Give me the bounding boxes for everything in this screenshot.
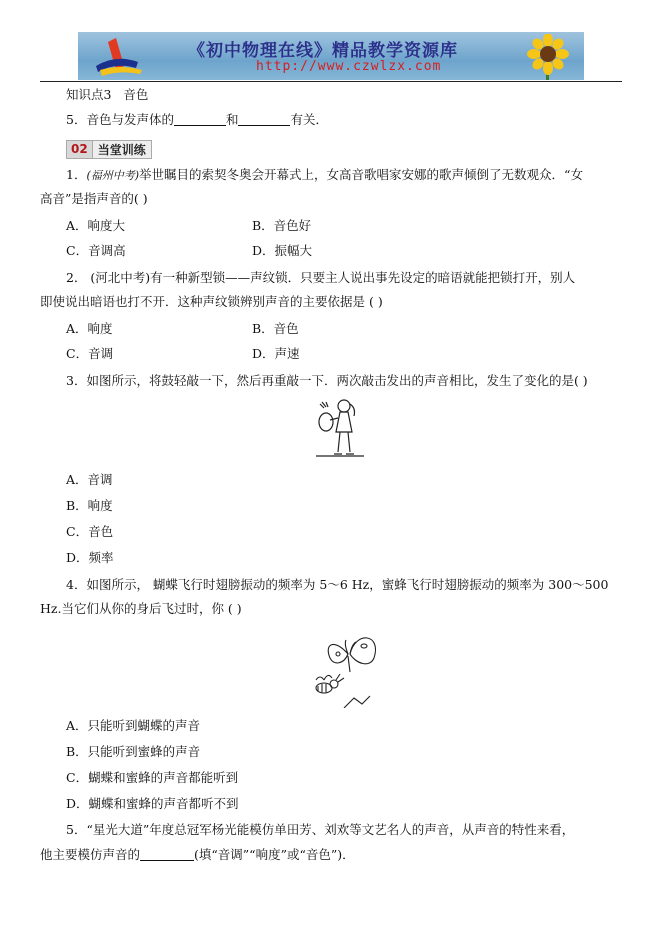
option-b: B．只能听到蜜蜂的声音 <box>66 744 201 759</box>
question-5a: 5．音色与发声体的 和 有关． <box>66 112 328 127</box>
answer-blank[interactable] <box>174 113 226 126</box>
knowledge-point-heading: 知识点3 音色 <box>66 87 149 102</box>
section-tag: 02 当堂训练 <box>66 140 152 159</box>
question-2-line-2: 即使说出暗语也打不开．这种声纹锁辨别声音的主要依据是 ( ) <box>40 294 383 309</box>
option-a: A．只能听到蝴蝶的声音 <box>66 718 201 733</box>
site-logo-icon <box>86 36 146 78</box>
option-c: C．蝴蝶和蜜蜂的声音都能听到 <box>66 770 239 785</box>
option-c: C．音调 <box>66 346 114 361</box>
question-2-line-1: 2． (河北中考)有一种新型锁——声纹锁．只要主人说出事先设定的暗语就能把锁打开，别人 <box>66 270 576 285</box>
question-4-line-2: Hz.当它们从你的身后飞过时，你 ( ) <box>40 601 242 616</box>
question-1-line-2: 高音”是指声音的( ) <box>40 191 148 206</box>
option-d: D．声速 <box>252 346 300 361</box>
sunflower-icon <box>518 34 578 80</box>
header-banner <box>78 32 584 80</box>
question-5b-line-2: 他主要模仿声音的 (填“音调”“响度”或“音色”)． <box>40 847 355 862</box>
answer-blank[interactable] <box>140 848 194 861</box>
option-b: B．响度 <box>66 498 113 513</box>
header-rule <box>40 81 622 82</box>
site-url[interactable]: http://www.czwlzx.com <box>256 59 442 74</box>
answer-blank[interactable] <box>238 113 290 126</box>
option-d: D．振幅大 <box>252 243 313 258</box>
option-b: B．音色好 <box>252 218 312 233</box>
option-c: C．音调高 <box>66 243 126 258</box>
option-a: A．响度大 <box>66 218 126 233</box>
option-b: B．音色 <box>252 321 299 336</box>
question-3-stem: 3．如图所示，将鼓轻敲一下，然后再重敲一下．两次敲击发出的声音相比，发生了变化的是( ) <box>66 373 588 388</box>
option-d: D．频率 <box>66 550 114 565</box>
question-1-line-1: 1．(福州中考)举世瞩目的索契冬奥会开幕式上，女高音歌唱家安娜的歌声倾倒了无数观众．“女 <box>66 167 583 182</box>
option-d: D．蝴蝶和蜜蜂的声音都听不到 <box>66 796 239 811</box>
option-a: A．音调 <box>66 472 113 487</box>
question-4-line-1: 4．如图所示， 蝴蝶飞行时翅膀振动的频率为 5～6 Hz，蜜蜂飞行时翅膀振动的频率为 300～500 <box>66 577 609 592</box>
butterfly-bee-figure <box>304 624 388 708</box>
girl-drum-figure <box>312 396 368 462</box>
option-a: A．响度 <box>66 321 113 336</box>
option-c: C．音色 <box>66 524 114 539</box>
question-5b-line-1: 5．“星光大道”年度总冠军杨光能模仿单田芳、刘欢等文艺名人的声音，从声音的特性来看， <box>66 822 575 837</box>
site-title: 《初中物理在线》精品教学资源库 <box>188 41 458 61</box>
